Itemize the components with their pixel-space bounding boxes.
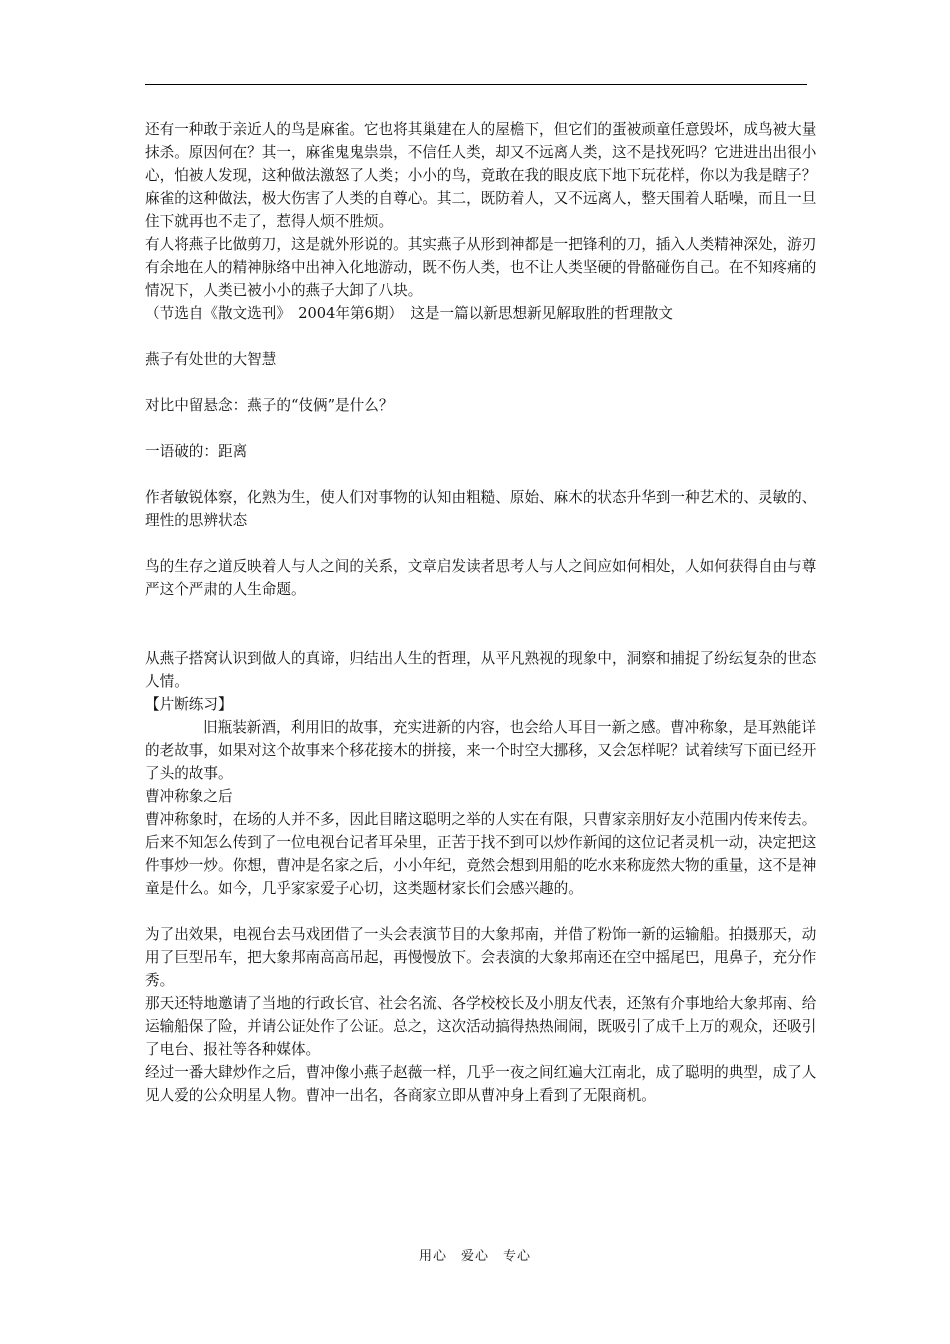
note-philosophy: 从燕子搭窝认识到做人的真谛，归结出人生的哲理，从平凡熟视的现象中，洞察和捕捉了纷纭复杂的世态人情。 [145, 650, 817, 690]
note-wisdom: 燕子有处世的大智慧 [145, 351, 277, 368]
spacer [145, 463, 820, 486]
note-relationship: 鸟的生存之道反映着人与人之间的关系，文章启发读者思考人与人之间应如何相处，人如何获得自由与尊严这个严肃的人生命题。 [145, 558, 817, 598]
paragraph-swallow-scissors: 有人将燕子比做剪刀，这是就外形说的。其实燕子从形到神都是一把锋利的刀，插入人类精神深处，游刃有余地在人的精神脉络中出神入化地游动，既不伤人类，也不让人类坚硬的骨骼碰伤自己。在不知疼痛的情况下，人类已被小小的燕子大卸了八块。 [145, 236, 817, 299]
story-paragraph-1: 曹冲称象时，在场的人并不多，因此目睹这聪明之举的人实在有限，只曹家亲朋好友小范围内传来传去。 [145, 811, 817, 828]
document-body [145, 118, 820, 1107]
spacer [145, 417, 820, 440]
spacer [145, 371, 820, 394]
page-footer: 用心 爱心 专心 [418, 1249, 531, 1264]
exercise-prompt: 旧瓶装新酒，利用旧的故事，充实进新的内容，也会给人耳目一新之感。曹冲称象，是耳熟能详的老故事，如果对这个故事来个移花接木的拼接，来一个时空大挪移，又会怎样呢？试着续写下面已经开了头的故事。 [145, 719, 817, 782]
note-suspense: 对比中留悬念：燕子的“伎俩”是什么？ [145, 397, 394, 414]
story-paragraph-4: 那天还特地邀请了当地的行政长官、社会名流、各学校校长及小朋友代表，还煞有介事地给大象邦南、给运输船保了险，并请公证处作了公证。总之，这次活动搞得热热闹闹，既吸引了成千上万的观众，还吸引了电台、报社等各种媒体。 [145, 995, 817, 1058]
paragraph-sparrow: 还有一种敢于亲近人的鸟是麻雀。它也将其巢建在人的屋檐下，但它们的蛋被顽童任意毁坏，成鸟被大量抹杀。原因何在？其一，麻雀鬼鬼祟祟，不信任人类，却又不远离人类，这不是找死吗？它进进出出很小心，怕被人发现，这种做法激怒了人类；小小的鸟，竟敢在我的眼皮底下地下玩花样，你以为我是瞎子？麻雀的这种做法，极大伤害了人类的自尊心。其二，既防着人，又不远离人，整天围着人聒噪，而且一旦住下就再也不走了，惹得人烦不胜烦。 [145, 121, 817, 230]
note-observation: 作者敏锐体察，化熟为生，使人们对事物的认知由粗糙、原始、麻木的状态升华到一种艺术的、灵敏的、理性的思辨状态 [145, 489, 817, 529]
header-rule [145, 84, 807, 85]
section-heading-exercise: 【片断练习】 [145, 696, 233, 713]
story-title: 曹冲称象之后 [145, 788, 233, 805]
spacer [145, 601, 820, 647]
source-note: （节选自《散文选刊》 2004年第6期） 这是一篇以新思想新见解取胜的哲理散文 [145, 305, 674, 322]
spacer [145, 325, 820, 348]
story-paragraph-2: 后来不知怎么传到了一位电视台记者耳朵里，正苦于找不到可以炒作新闻的这位记者灵机一动，决定把这件事炒一炒。你想，曹冲是名家之后，小小年纪，竟然会想到用船的吃水来称庞然大物的重量，这不是神童是什么。如今，几乎家家爱子心切，这类题材家长们会感兴趣的。 [145, 834, 817, 897]
story-paragraph-5: 经过一番大肆炒作之后，曹冲像小燕子赵薇一样，几乎一夜之间红遍大江南北，成了聪明的典型，成了人见人爱的公众明星人物。曹冲一出名，各商家立即从曹冲身上看到了无限商机。 [145, 1064, 817, 1104]
story-paragraph-3: 为了出效果，电视台去马戏团借了一头会表演节目的大象邦南，并借了粉饰一新的运输船。拍摄那天，动用了巨型吊车，把大象邦南高高吊起，再慢慢放下。会表演的大象邦南还在空中摇尾巴，甩鼻子，充分作秀。 [145, 926, 817, 989]
note-distance: 一语破的：距离 [145, 443, 248, 460]
spacer [145, 900, 820, 923]
spacer [145, 532, 820, 555]
